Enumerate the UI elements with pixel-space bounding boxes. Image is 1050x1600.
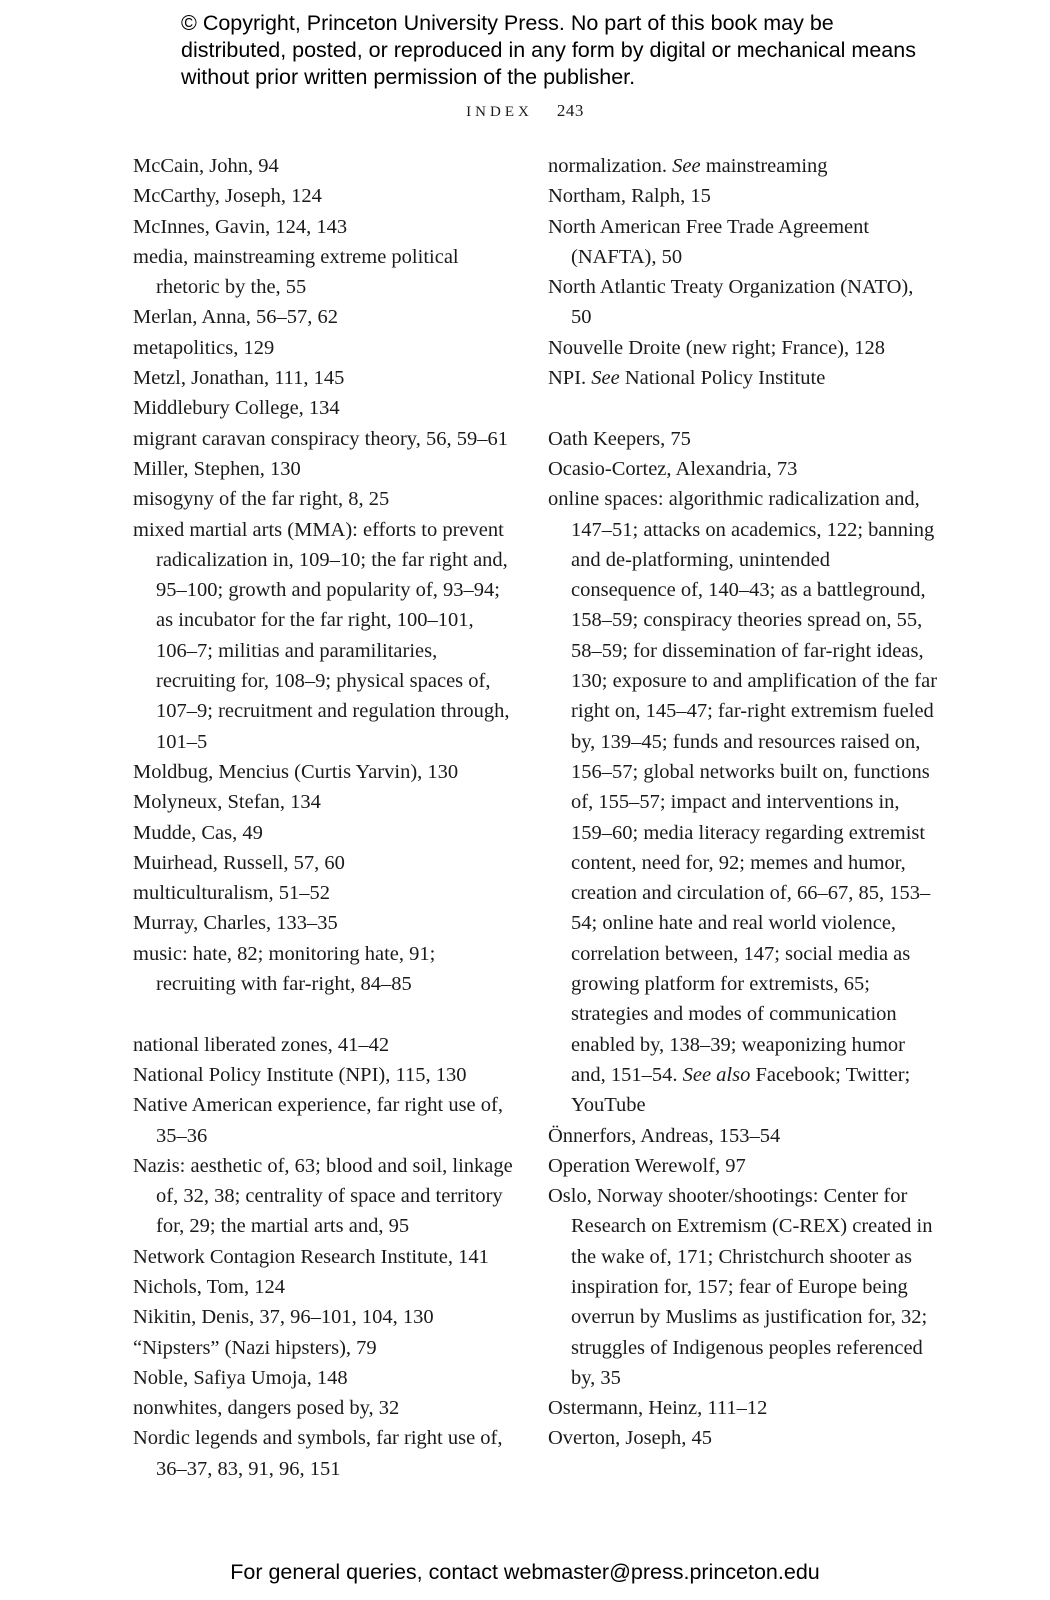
index-entry: national liberated zones, 41–42: [133, 1033, 390, 1056]
cross-reference-target: National Policy Institute: [619, 367, 826, 390]
entry-text: Overton, Joseph, 45: [548, 1427, 712, 1450]
index-entry: Merlan, Anna, 56–57, 62: [133, 306, 338, 329]
entry-text: Oslo, Norway shooter/shootings: Center for Research on Extremism (C-REX) created in the wake of, 171; Christchurch shooter as inspiration for, 157; fear of Europe being overrun by Muslims as justification for, 32; struggles of Indigenous peoples referenced by, 35: [548, 1185, 933, 1389]
index-entry: multiculturalism, 51–52: [133, 882, 331, 905]
index-entry: [548, 212, 938, 273]
index-entry: Nazis: aesthetic of, 63; blood and soil, linkage of, 32, 38; centrality of space and territory for, 29; the martial arts and, 95: [133, 1154, 513, 1238]
entry-text: normalization.: [548, 155, 673, 177]
index-entry: migrant caravan conspiracy theory, 56, 59–61: [133, 427, 508, 450]
cross-reference-target: Facebook; Twitter; YouTube: [571, 1063, 911, 1117]
index-entry: Moldbug, Mencius (Curtis Yarvin), 130: [133, 760, 459, 783]
index-entry: McCain, John, 94: [133, 155, 279, 177]
index-entry: Nichols, Tom, 124: [133, 1275, 285, 1298]
section-label: INDEX: [466, 104, 533, 120]
entry-text: Önnerfors, Andreas, 153–54: [548, 1124, 781, 1147]
cross-reference-target: mainstreaming: [700, 155, 828, 177]
index-entry: [548, 454, 938, 484]
entry-text: Ostermann, Heinz, 111–12: [548, 1397, 768, 1420]
entry-text: North American Free Trade Agreement (NAFTA), 50: [548, 215, 870, 268]
entry-text: NPI.: [548, 367, 592, 390]
index-entry: media, mainstreaming extreme political rhetoric by the, 55: [133, 245, 459, 299]
entry-text: Northam, Ralph, 15: [548, 185, 711, 208]
index-entry: misogyny of the far right, 8, 25: [133, 488, 390, 511]
index-entry: [548, 181, 938, 211]
index-entry: [548, 424, 938, 454]
index-entry: Muirhead, Russell, 57, 60: [133, 851, 345, 874]
cross-reference: See: [672, 155, 701, 177]
entry-text: Operation Werewolf, 97: [548, 1154, 746, 1177]
index-entry: nonwhites, dangers posed by, 32: [133, 1397, 400, 1420]
index-entry: Nikitin, Denis, 37, 96–101, 104, 130: [133, 1306, 434, 1329]
index-entry: McInnes, Gavin, 124, 143: [133, 215, 348, 238]
index-entry: [548, 363, 938, 393]
index-entry: Molyneux, Stefan, 134: [133, 791, 321, 814]
index-entry: National Policy Institute (NPI), 115, 130: [133, 1063, 467, 1086]
index-entry: [548, 484, 938, 1120]
index-entry: Miller, Stephen, 130: [133, 457, 301, 480]
entry-text: Ocasio-Cortez, Alexandria, 73: [548, 457, 798, 480]
index-entry: [548, 1393, 938, 1423]
index-entry: [548, 1151, 938, 1181]
index-column-right: [548, 151, 938, 1454]
cross-reference: See: [591, 367, 620, 390]
index-entry: Noble, Safiya Umoja, 148: [133, 1366, 348, 1389]
index-entry: [548, 1423, 938, 1453]
index-entry: “Nipsters” (Nazi hipsters), 79: [133, 1336, 377, 1359]
entry-text: Nouvelle Droite (new right; France), 128: [548, 336, 886, 359]
index-entry: Nordic legends and symbols, far right use of, 36–37, 83, 91, 96, 151: [133, 1427, 503, 1480]
index-entry: [548, 1181, 938, 1393]
page-number: 243: [556, 101, 584, 120]
index-entry: Middlebury College, 134: [133, 397, 340, 420]
entry-text: online spaces: algorithmic radicalization and, 147–51; attacks on academics, 122; banning and de-platforming, unintended consequence of, 140–43; as a battleground, 158–59; conspiracy theories spread on, 55, 58–59; for dissemination of far-right ideas, 130; exposure to and amplification of the far right on, 145–47; far-right extremism fueled by, 139–45; funds and resources raised on, 156–57; global networks built on, functions of, 155–57; impact and interventions in, 159–60; media literacy regarding extremist content, need for, 92; memes and humor, creation and circulation of, 66–67, 85, 153–54; online hate and real world violence, correlation between, 147; social media as growing platform for extremists, 65; strategies and modes of communication enabled by, 138–39; weaponizing humor and, 151–54.: [548, 488, 938, 1086]
copyright-notice: © Copyright, Princeton University Press. No part of this book may be distributed, posted, or reproduced in any form by digital or mechanical means without prior written permission of the publisher.: [181, 11, 916, 89]
entry-text: North Atlantic Treaty Organization (NATO), 50: [548, 276, 914, 329]
index-entry: metapolitics, 129: [133, 336, 275, 359]
index-column-left: [133, 151, 518, 1484]
index-entry: Mudde, Cas, 49: [133, 821, 263, 844]
entry-text: Oath Keepers, 75: [548, 427, 691, 450]
cross-reference: See also: [682, 1063, 751, 1086]
index-entry: music: hate, 82; monitoring hate, 91; recruiting with far-right, 84–85: [133, 942, 436, 996]
index-entry: mixed martial arts (MMA): efforts to prevent radicalization in, 109–10; the far right and, 95–100; growth and popularity of, 93–94; as incubator for the far right, 100–101, 106–7; militias and paramilitaries, recruiting for, 108–9; physical spaces of, 107–9; recruitment and regulation through, 101–5: [133, 518, 510, 753]
index-entry: [548, 272, 938, 333]
index-entry: Murray, Charles, 133–35: [133, 912, 338, 935]
index-entry: [548, 1121, 938, 1151]
index-entry: [548, 333, 938, 363]
index-entry: [548, 151, 938, 181]
index-entry: Network Contagion Research Institute, 141: [133, 1245, 489, 1268]
footer-contact: For general queries, contact webmaster@press.princeton.edu: [230, 1560, 820, 1584]
index-entry: McCarthy, Joseph, 124: [133, 185, 322, 208]
running-head: [0, 101, 1050, 121]
index-entry: Native American experience, far right use of, 35–36: [133, 1094, 503, 1147]
index-entry: Metzl, Jonathan, 111, 145: [133, 367, 345, 390]
